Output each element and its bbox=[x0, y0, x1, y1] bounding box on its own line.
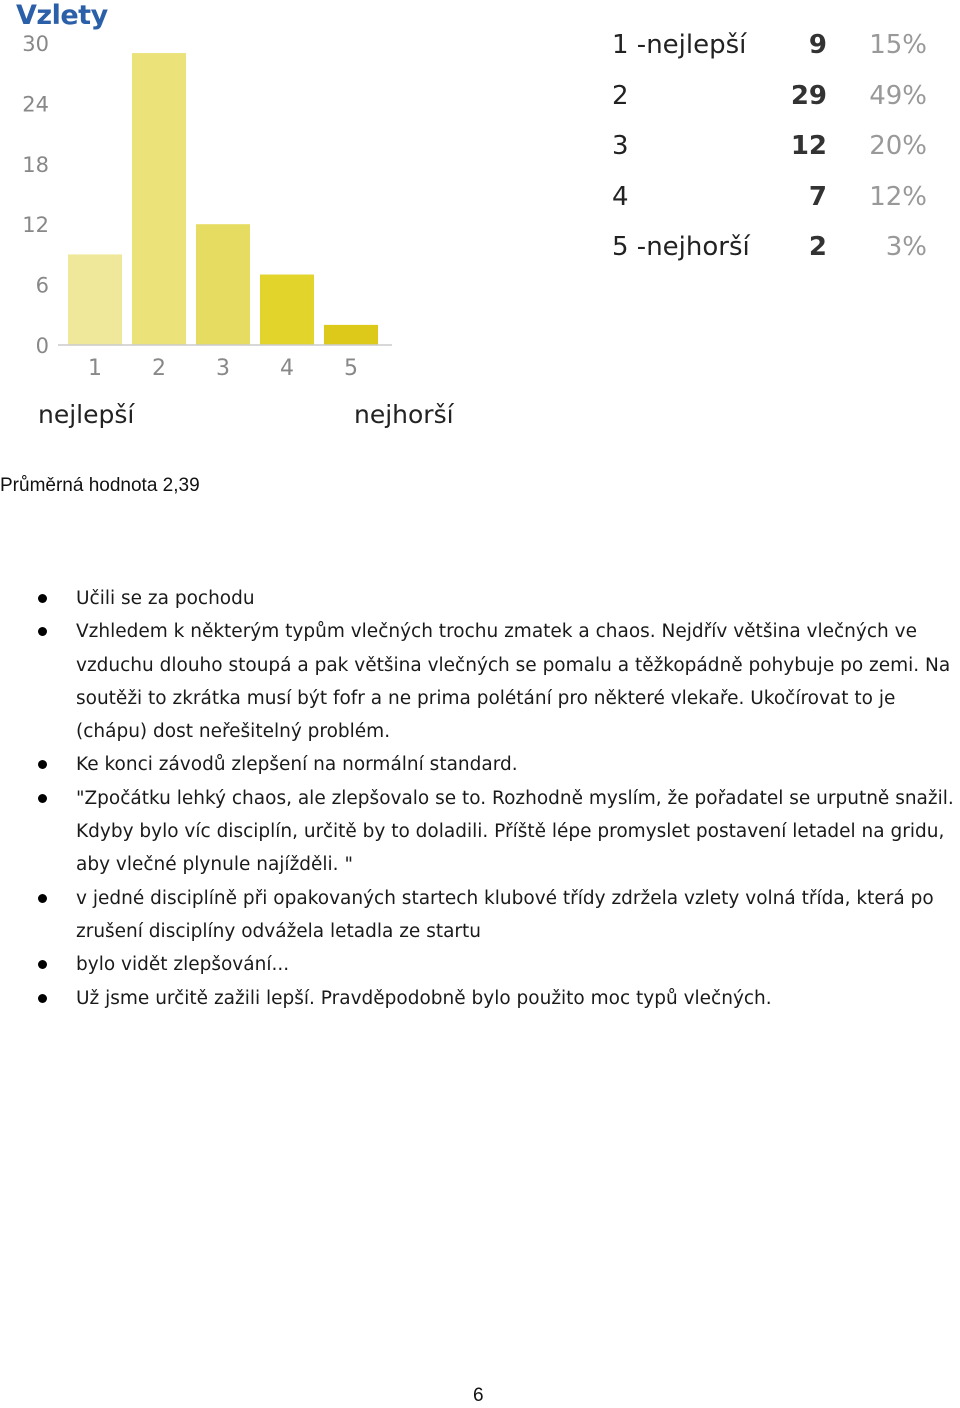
comment-text: v jedné disciplíně při opakovaných startech klubové třídy zdržela vzlety volná třída, která po zrušení disciplíny odvážela letadla ze startu bbox=[76, 887, 934, 942]
bullet-icon bbox=[38, 794, 47, 803]
list-item bbox=[38, 782, 958, 882]
bars bbox=[68, 53, 378, 345]
y-tick-label: 30 bbox=[22, 32, 49, 56]
x-tick-label: 2 bbox=[152, 356, 166, 381]
comment-text: Už jsme určitě zažili lepší. Pravděpodobně bylo použito moc typů vlečných. bbox=[76, 987, 772, 1009]
comment-text: Ke konci závodů zlepšení na normální standard. bbox=[76, 754, 518, 776]
bar bbox=[260, 275, 314, 345]
bullet-icon bbox=[38, 760, 47, 769]
bar bbox=[68, 254, 122, 345]
summary-rating-label: 4 bbox=[612, 181, 629, 212]
bar bbox=[132, 53, 186, 345]
bullet-icon bbox=[38, 960, 47, 969]
x-tick-label: 4 bbox=[280, 356, 294, 381]
y-tick-label: 0 bbox=[35, 334, 49, 358]
list-item bbox=[38, 948, 958, 981]
summary-percent: 15% bbox=[869, 30, 927, 60]
list-item bbox=[38, 748, 958, 781]
summary-rating-label: 5 -nejhorší bbox=[612, 232, 750, 262]
average-value: Průměrná hodnota 2,39 bbox=[0, 475, 200, 496]
y-tick-label: 12 bbox=[22, 213, 49, 238]
comment-text: Učili se za pochodu bbox=[76, 588, 255, 609]
summary-rating-label: 1 -nejlepší bbox=[612, 30, 747, 60]
list-item bbox=[38, 882, 958, 949]
x-axis-labels bbox=[88, 356, 358, 381]
summary-percent: 20% bbox=[869, 131, 927, 161]
list-item bbox=[38, 582, 958, 615]
summary-rating-label: 2 bbox=[612, 80, 629, 111]
summary-percent: 12% bbox=[869, 181, 927, 212]
list-item bbox=[38, 615, 958, 748]
x-tick-label: 1 bbox=[88, 356, 102, 381]
x-tick-label: 5 bbox=[344, 356, 358, 381]
bullet-icon bbox=[38, 627, 47, 636]
summary-count: 29 bbox=[790, 80, 827, 111]
x-label-worst: nejhorší bbox=[354, 400, 454, 429]
bar-chart bbox=[0, 0, 480, 400]
comment-text: Vzhledem k některým typům vlečných trochu zmatek a chaos. Nejdřív většina vlečných ve vzduchu dlouho stoupá a pak většina vlečných se pomalu a těžkopádně pohybuje po zemi. Na soutěži to zkrátka musí být fofr a ne prima polétání pro některé vlekaře. Ukočírovat to je (chápu) dost neřešitelný problém. bbox=[76, 621, 951, 743]
y-axis-ticks bbox=[22, 32, 49, 358]
y-tick-label: 24 bbox=[22, 92, 49, 117]
page-number: 6 bbox=[473, 1385, 484, 1406]
comments-list bbox=[38, 582, 958, 1015]
bullet-icon bbox=[38, 994, 47, 1003]
bar bbox=[196, 224, 250, 345]
bar bbox=[324, 325, 378, 345]
summary-count: 7 bbox=[808, 181, 827, 212]
chart-title: Vzlety bbox=[16, 0, 108, 31]
x-label-best: nejlepší bbox=[38, 400, 135, 429]
y-tick-label: 6 bbox=[35, 273, 49, 298]
comment-text: bylo vidět zlepšování... bbox=[76, 954, 290, 976]
summary-count: 12 bbox=[790, 131, 827, 161]
summary-count: 9 bbox=[808, 30, 827, 60]
list-item bbox=[38, 982, 958, 1015]
comment-text: "Zpočátku lehký chaos, ale zlepšovalo se to. Rozhodně myslím, že pořadatel se urputně snažil. Kdyby bylo víc disciplín, určitě by to doladili. Příště lépe promyslet postavení letadel na gridu, aby vlečné plynule najížděli. " bbox=[76, 787, 954, 876]
bullet-icon bbox=[38, 594, 47, 603]
x-tick-label: 3 bbox=[216, 356, 230, 381]
summary-percent: 49% bbox=[869, 80, 927, 111]
bullet-icon bbox=[38, 894, 47, 903]
summary-rating-label: 3 bbox=[612, 131, 629, 161]
summary-count: 2 bbox=[808, 232, 827, 262]
y-tick-label: 18 bbox=[22, 152, 49, 177]
summary-percent: 3% bbox=[885, 232, 927, 262]
